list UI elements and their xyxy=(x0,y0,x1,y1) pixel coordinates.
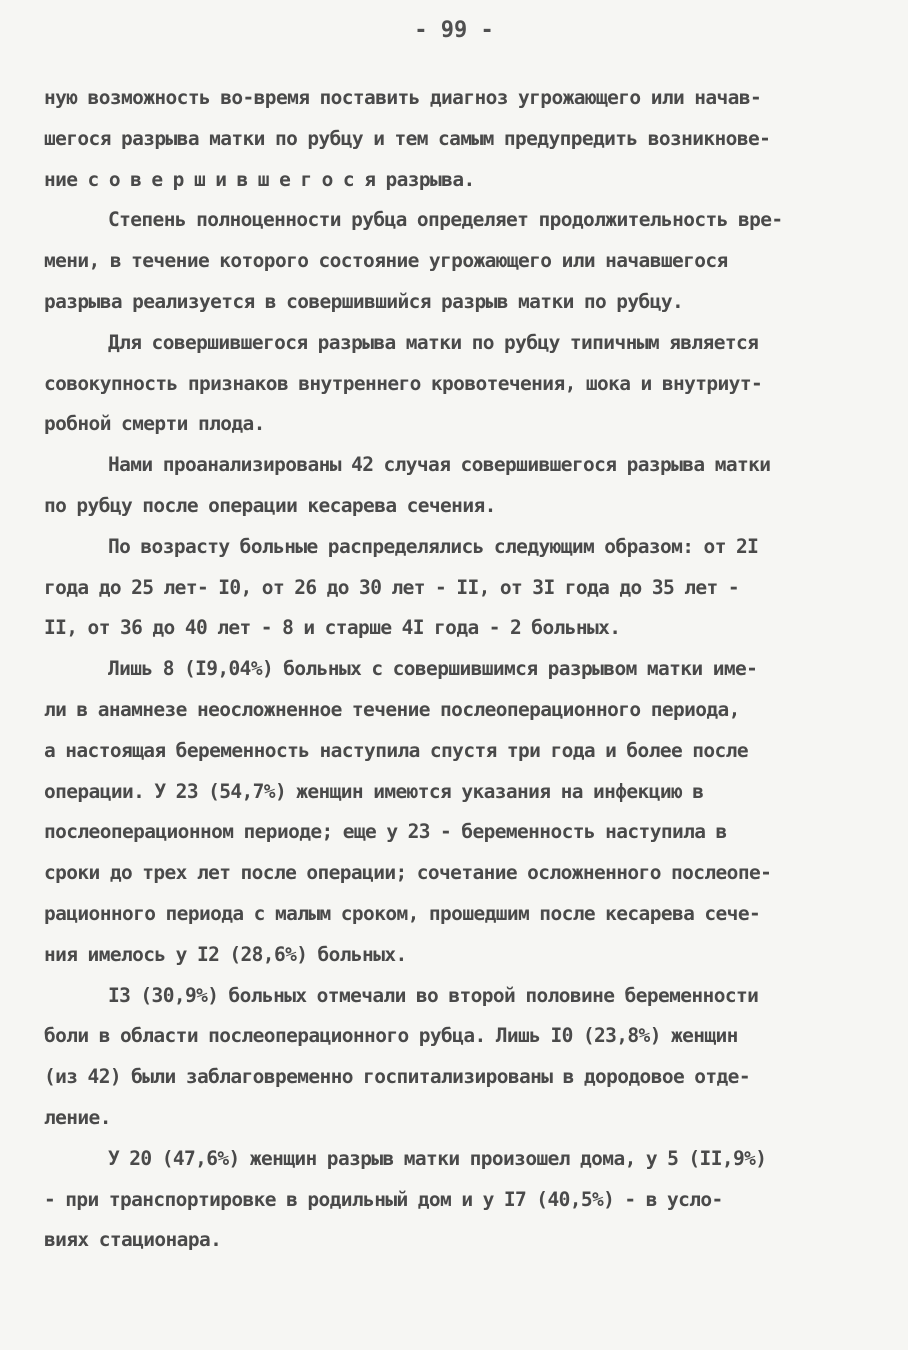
text-line: У 20 (47,6%) женщин разрыв матки произошел дома, у 5 (II,9%) xyxy=(108,1146,767,1170)
text-line: робной смерти плода. xyxy=(44,412,265,436)
text-line: - при транспортировке в родильный дом и у I7 (40,5%) - в усло- xyxy=(44,1187,723,1211)
text-line: а настоящая беременность наступила спустя три года и более после xyxy=(44,738,748,762)
text-line: мени, в течение которого состояние угрожающего или начавшегося xyxy=(44,249,728,273)
text-line: I3 (30,9%) больных отмечали во второй половине беременности xyxy=(108,983,759,1007)
text-line: виях стационара. xyxy=(44,1228,222,1252)
text-line: года до 25 лет- I0, от 26 до 30 лет - II, от 3I года до 35 лет - xyxy=(44,575,739,599)
text-line: рационного периода с малым сроком, прошедшим после кесарева сече- xyxy=(44,901,761,925)
text-line: II, от 36 до 40 лет - 8 и старше 4I года - 2 больных. xyxy=(44,616,621,640)
text-line: ную возможность во-время поставить диагноз угрожающего или начав- xyxy=(44,86,762,109)
text-line: боли в области послеоперационного рубца. Лишь I0 (23,8%) женщин xyxy=(44,1024,738,1048)
text-line: послеоперационном периоде; еще у 23 - беременность наступила в xyxy=(44,820,727,844)
text-line: операции. У 23 (54,7%) женщин имеются указания на инфекцию в xyxy=(44,779,704,803)
text-line: По возрасту больные распределялись следующим образом: от 2I xyxy=(108,534,759,558)
text-line: ния имелось у I2 (28,6%) больных. xyxy=(44,942,407,966)
text-line: совокупность признаков внутреннего кровотечения, шока и внутриут- xyxy=(44,371,763,395)
text-line: Нами проанализированы 42 случая совершившегося разрыва матки xyxy=(108,453,771,477)
text-line: по рубцу после операции кесарева сечения. xyxy=(44,493,496,517)
text-line: Для совершившегося разрыва матки по рубцу типичным является xyxy=(108,330,759,354)
text-line: ление. xyxy=(44,1105,111,1129)
text-line: ли в анамнезе неосложненное течение послеоперационного периода, xyxy=(44,697,740,721)
text-line: (из 42) были заблаговременно госпитализированы в дородовое отде- xyxy=(44,1065,750,1089)
text-line: Степень полноценности рубца определяет продолжительность вре- xyxy=(108,208,783,232)
text-line: сроки до трех лет после операции; сочетание осложненного послеопе- xyxy=(44,861,772,885)
text-line: ние с о в е р ш и в ш е г о с я разрыва. xyxy=(44,167,475,191)
text-line: Лишь 8 (I9,04%) больных с совершившимся разрывом матки име- xyxy=(108,657,758,681)
text-line: шегося разрыва матки по рубцу и тем самым предупредить возникнове- xyxy=(44,126,771,150)
text-line: разрыва реализуется в совершившийся разрыв матки по рубцу. xyxy=(44,289,684,313)
body-text xyxy=(44,78,874,1261)
page-number: - 99 - xyxy=(414,18,494,43)
